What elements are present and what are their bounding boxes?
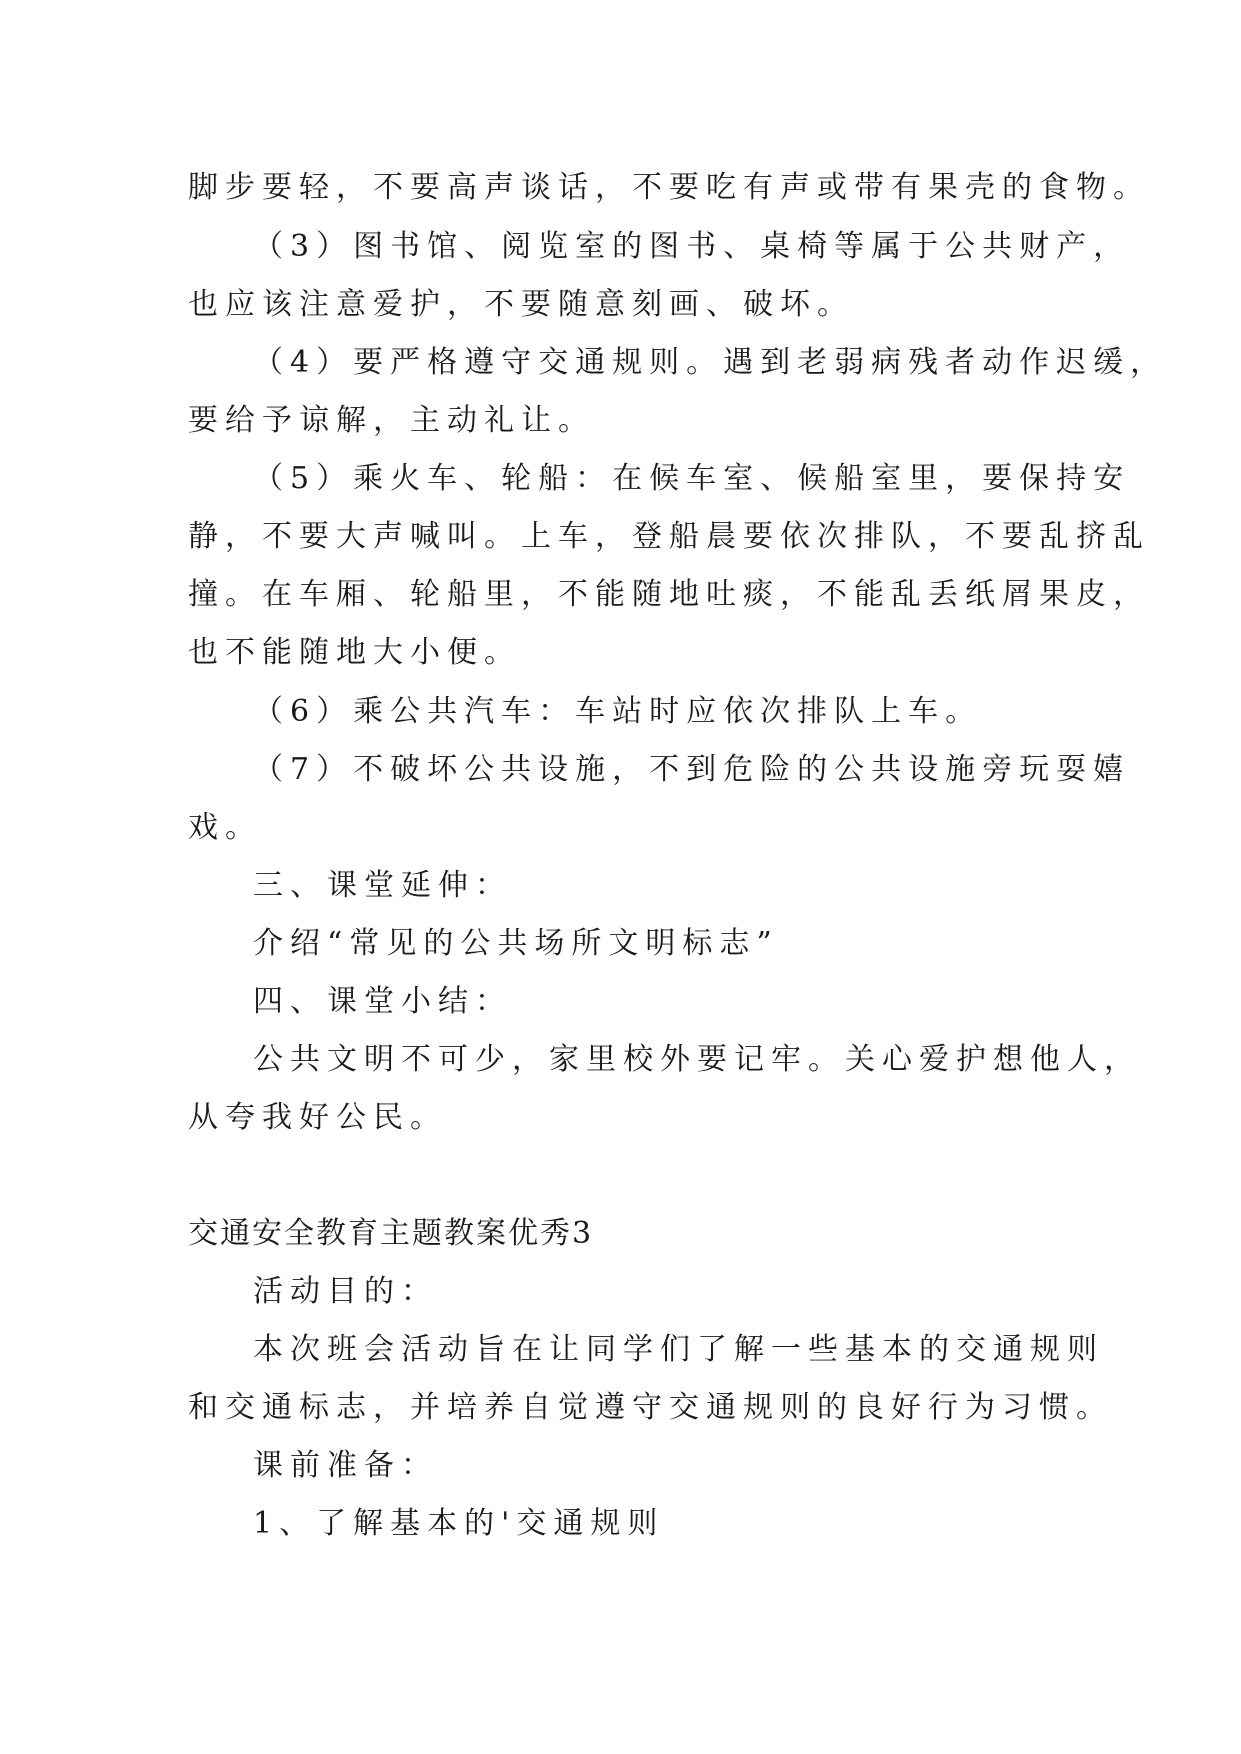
paragraph-line: 也应该注意爱护，不要随意刻画、破坏。: [188, 287, 854, 322]
paragraph-line: （7）不破坏公共设施，不到危险的公共设施旁玩耍嬉: [253, 752, 1131, 787]
paragraph-line: （5）乘火车、轮船：在候车室、候船室里，要保持安: [253, 461, 1131, 496]
paragraph-line: 从夸我好公民。: [188, 1100, 447, 1135]
paragraph-line: 脚步要轻，不要高声谈话，不要吃有声或带有果壳的食物。: [188, 170, 1150, 205]
paragraph-line: （6）乘公共汽车：车站时应依次排队上车。: [253, 694, 983, 729]
paragraph-line: 撞。在车厢、轮船里，不能随地吐痰，不能乱丢纸屑果皮，: [188, 577, 1150, 612]
paragraph-line: （4）要严格遵守交通规则。遇到老弱病残者动作迟缓，: [253, 345, 1168, 380]
section-heading: 活动目的：: [253, 1274, 438, 1309]
section-heading: 四、课堂小结：: [253, 984, 512, 1019]
paragraph-line: 公共文明不可少，家里校外要记牢。关心爱护想他人，: [253, 1042, 1141, 1077]
paragraph-line: 本次班会活动旨在让同学们了解一些基本的交通规则: [253, 1332, 1104, 1367]
paragraph-line: 也不能随地大小便。: [188, 635, 521, 670]
section-heading: 三、课堂延伸：: [253, 868, 512, 903]
paragraph-line: 静，不要大声喊叫。上车，登船晨要依次排队，不要乱挤乱: [188, 519, 1150, 554]
document-title: 交通安全教育主题教案优秀3: [188, 1216, 594, 1251]
section-heading: 课前准备：: [253, 1448, 438, 1483]
list-item: 1、了解基本的'交通规则: [253, 1506, 665, 1541]
paragraph-line: 要给予谅解，主动礼让。: [188, 403, 595, 438]
paragraph-line: 和交通标志，并培养自觉遵守交通规则的良好行为习惯。: [188, 1390, 1113, 1425]
paragraph-line: （3）图书馆、阅览室的图书、桌椅等属于公共财产，: [253, 229, 1131, 264]
paragraph-line: 介绍“常见的公共场所文明标志”: [253, 926, 779, 961]
paragraph-line: 戏。: [188, 810, 262, 845]
